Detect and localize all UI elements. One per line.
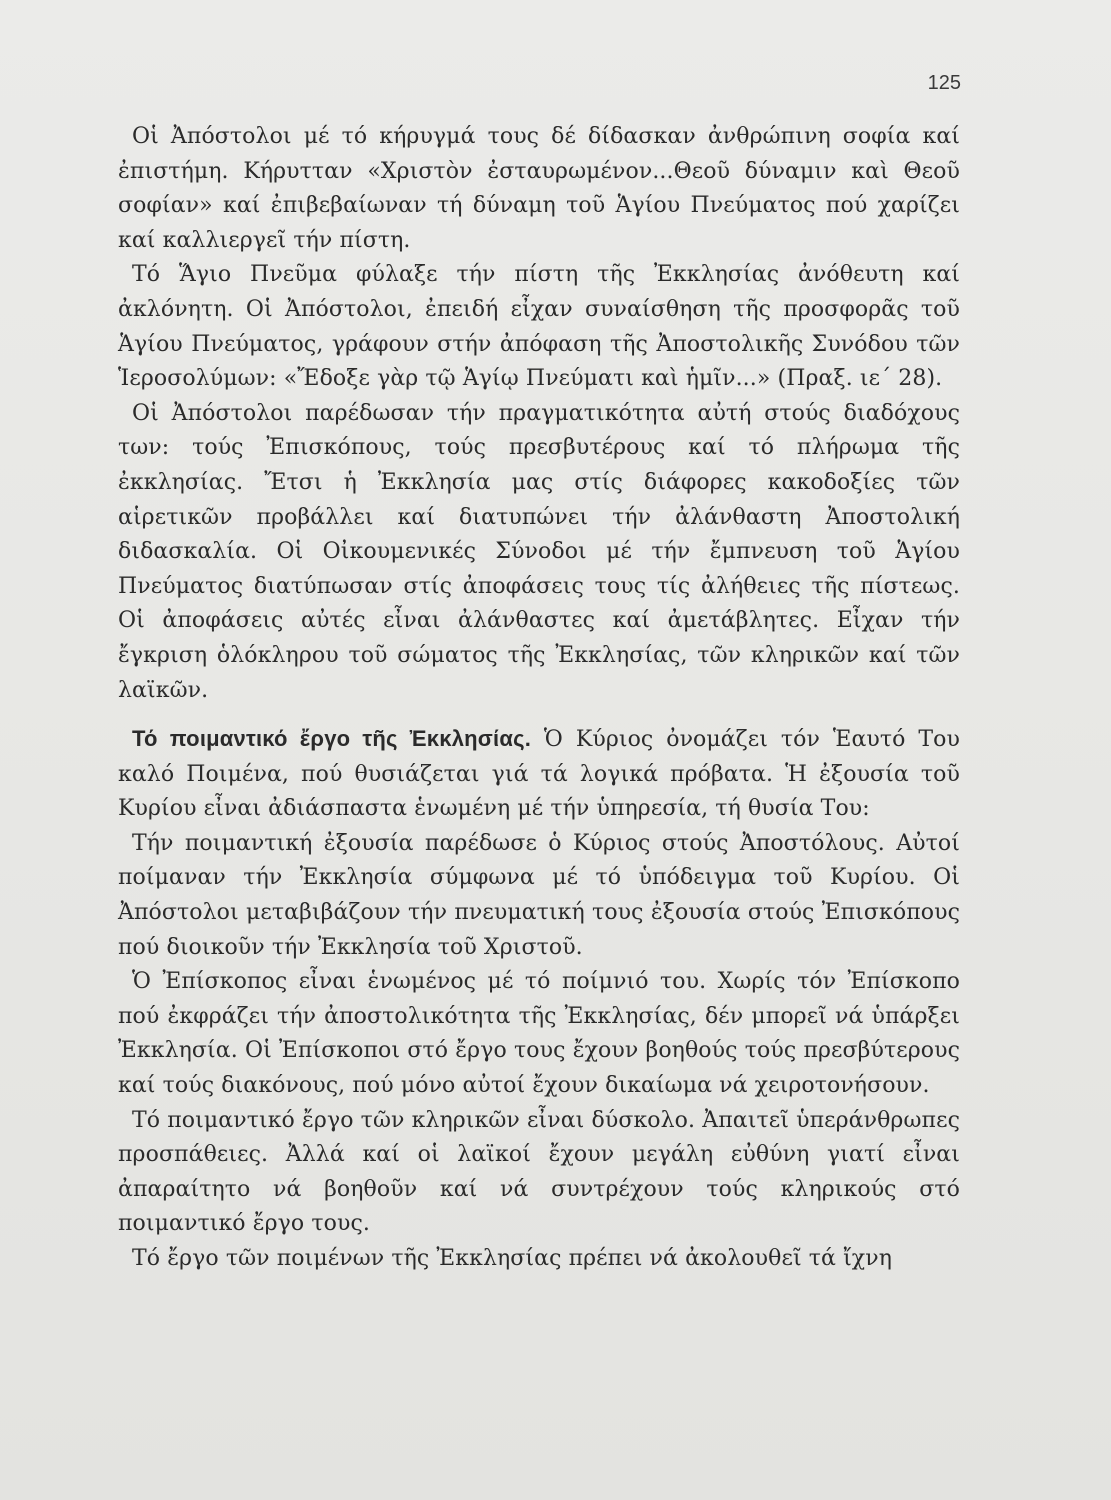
paragraph-holy-spirit: Τό Ἅγιο Πνεῦμα φύλαξε τήν πίστη τῆς Ἐκκλησίας ἀνόθευτη καί ἀκλόνητη. Οἱ Ἀπόστολοι, ἐπειδή εἶχαν συναίσθηση τῆς προσφορᾶς τοῦ Ἁγίου Πνεύματος, γράφουν στήν ἀπόφαση τῆς Ἀποστολικῆς Συνόδου τῶν Ἱεροσολύμων: «Ἔδοξε γὰρ τῷ Ἁγίῳ Πνεύματι καὶ ἡμῖν...» (Πραξ. ιε΄ 28). [118,262,960,392]
page-number: 125 [927,72,961,94]
body-text [118,120,960,1277]
paragraph-apostolic-tradition: Οἱ Ἀπόστολοι παρέδωσαν τήν πραγματικότητα αὐτή στούς διαδόχους των: τούς Ἐπισκόπους, τούς πρεσβυτέρους καί τό πλήρωμα τῆς ἐκκλησίας. Ἔτσι ἡ Ἐκκλησία μας στίς διάφορες κακοδοξίες τῶν αἱρετικῶν προβάλλει καί διατυπώνει τήν ἀλάνθαστη Ἀποστολική διδασκαλία. Οἱ Οἰκουμενικές Σύνοδοι μέ τήν ἔμπνευση τοῦ Ἁγίου Πνεύματος διατύπωσαν στίς ἀποφάσεις τους τίς ἀλήθειες τῆς πίστεως. Οἱ ἀποφάσεις αὐτές εἶναι ἀλάνθαστες καί ἀμετάβλητες. Εἶχαν τήν ἔγκριση ὁλόκληρου τοῦ σώματος τῆς Ἐκκλησίας, τῶν κληρικῶν καί τῶν λαϊκῶν. [118,400,960,703]
paragraph-clergy-laity: Τό ποιμαντικό ἔργο τῶν κληρικῶν εἶναι δύσκολο. Ἀπαιτεῖ ὑπεράνθρωπες προσπάθειες. Ἀλλά καί οἱ λαϊκοί ἔχουν μεγάλη εὐθύνη γιατί εἶναι ἀπαραίτητο νά βοηθοῦν καί νά συντρέχουν τούς κληρικούς στό ποιμαντικό ἔργο τους. [118,1107,960,1237]
paragraph-pastoral-authority: Τήν ποιμαντική ἐξουσία παρέδωσε ὁ Κύριος στούς Ἀποστόλους. Αὐτοί ποίμαναν τήν Ἐκκλησία σύμφωνα μέ τό ὑπόδειγμα τοῦ Κυρίου. Οἱ Ἀπόστολοι μεταβιβάζουν τήν πνευματική τους ἐξουσία στούς Ἐπισκόπους πού διοικοῦν τήν Ἐκκλησία τοῦ Χριστοῦ. [118,830,960,960]
paragraph-bishop: Ὁ Ἐπίσκοπος εἶναι ἑνωμένος μέ τό ποίμνιό του. Χωρίς τόν Ἐπίσκοπο πού ἐκφράζει τήν ἀποστολικότητα τῆς Ἐκκλησίας, δέν μπορεῖ νά ὑπάρξει Ἐκκλησία. Οἱ Ἐπίσκοποι στό ἔργο τους ἔχουν βοηθούς τούς πρεσβύτερους καί τούς διακόνους, πού μόνο αὐτοί ἔχουν δικαίωμα νά χειροτονήσουν. [118,969,960,1099]
paragraph-pastoral-work [118,722,960,827]
paragraph-pastoral-work-text: Ὁ Κύριος ὀνομάζει τόν Ἑαυτό Του καλό Ποιμένα, πού θυσιάζεται γιά τά λογικά πρόβατα. Ἡ ἐξουσία τοῦ Κυρίου εἶναι ἀδιάσπαστα ἑνωμένη μέ τήν ὑπηρεσία, τή θυσία Του: [118,727,960,822]
paragraph-final-line: Τό ἔργο τῶν ποιμένων τῆς Ἐκκλησίας πρέπει νά ἀκολουθεῖ τά ἴχνη [132,1246,892,1271]
section-heading: Τό ποιμαντικό ἔργο τῆς Ἐκκλησίας. [132,726,532,752]
paragraph-apostles-preaching: Οἱ Ἀπόστολοι μέ τό κήρυγμά τους δέ δίδασκαν ἀνθρώπινη σοφία καί ἐπιστήμη. Κήρυτταν «Χριστὸν ἐσταυρωμένον...Θεοῦ δύναμιν καὶ Θεοῦ σοφίαν» καί ἐπιβεβαίωναν τή δύναμη τοῦ Ἁγίου Πνεύματος πού χαρίζει καί καλλιεργεῖ τήν πίστη. [118,124,960,253]
